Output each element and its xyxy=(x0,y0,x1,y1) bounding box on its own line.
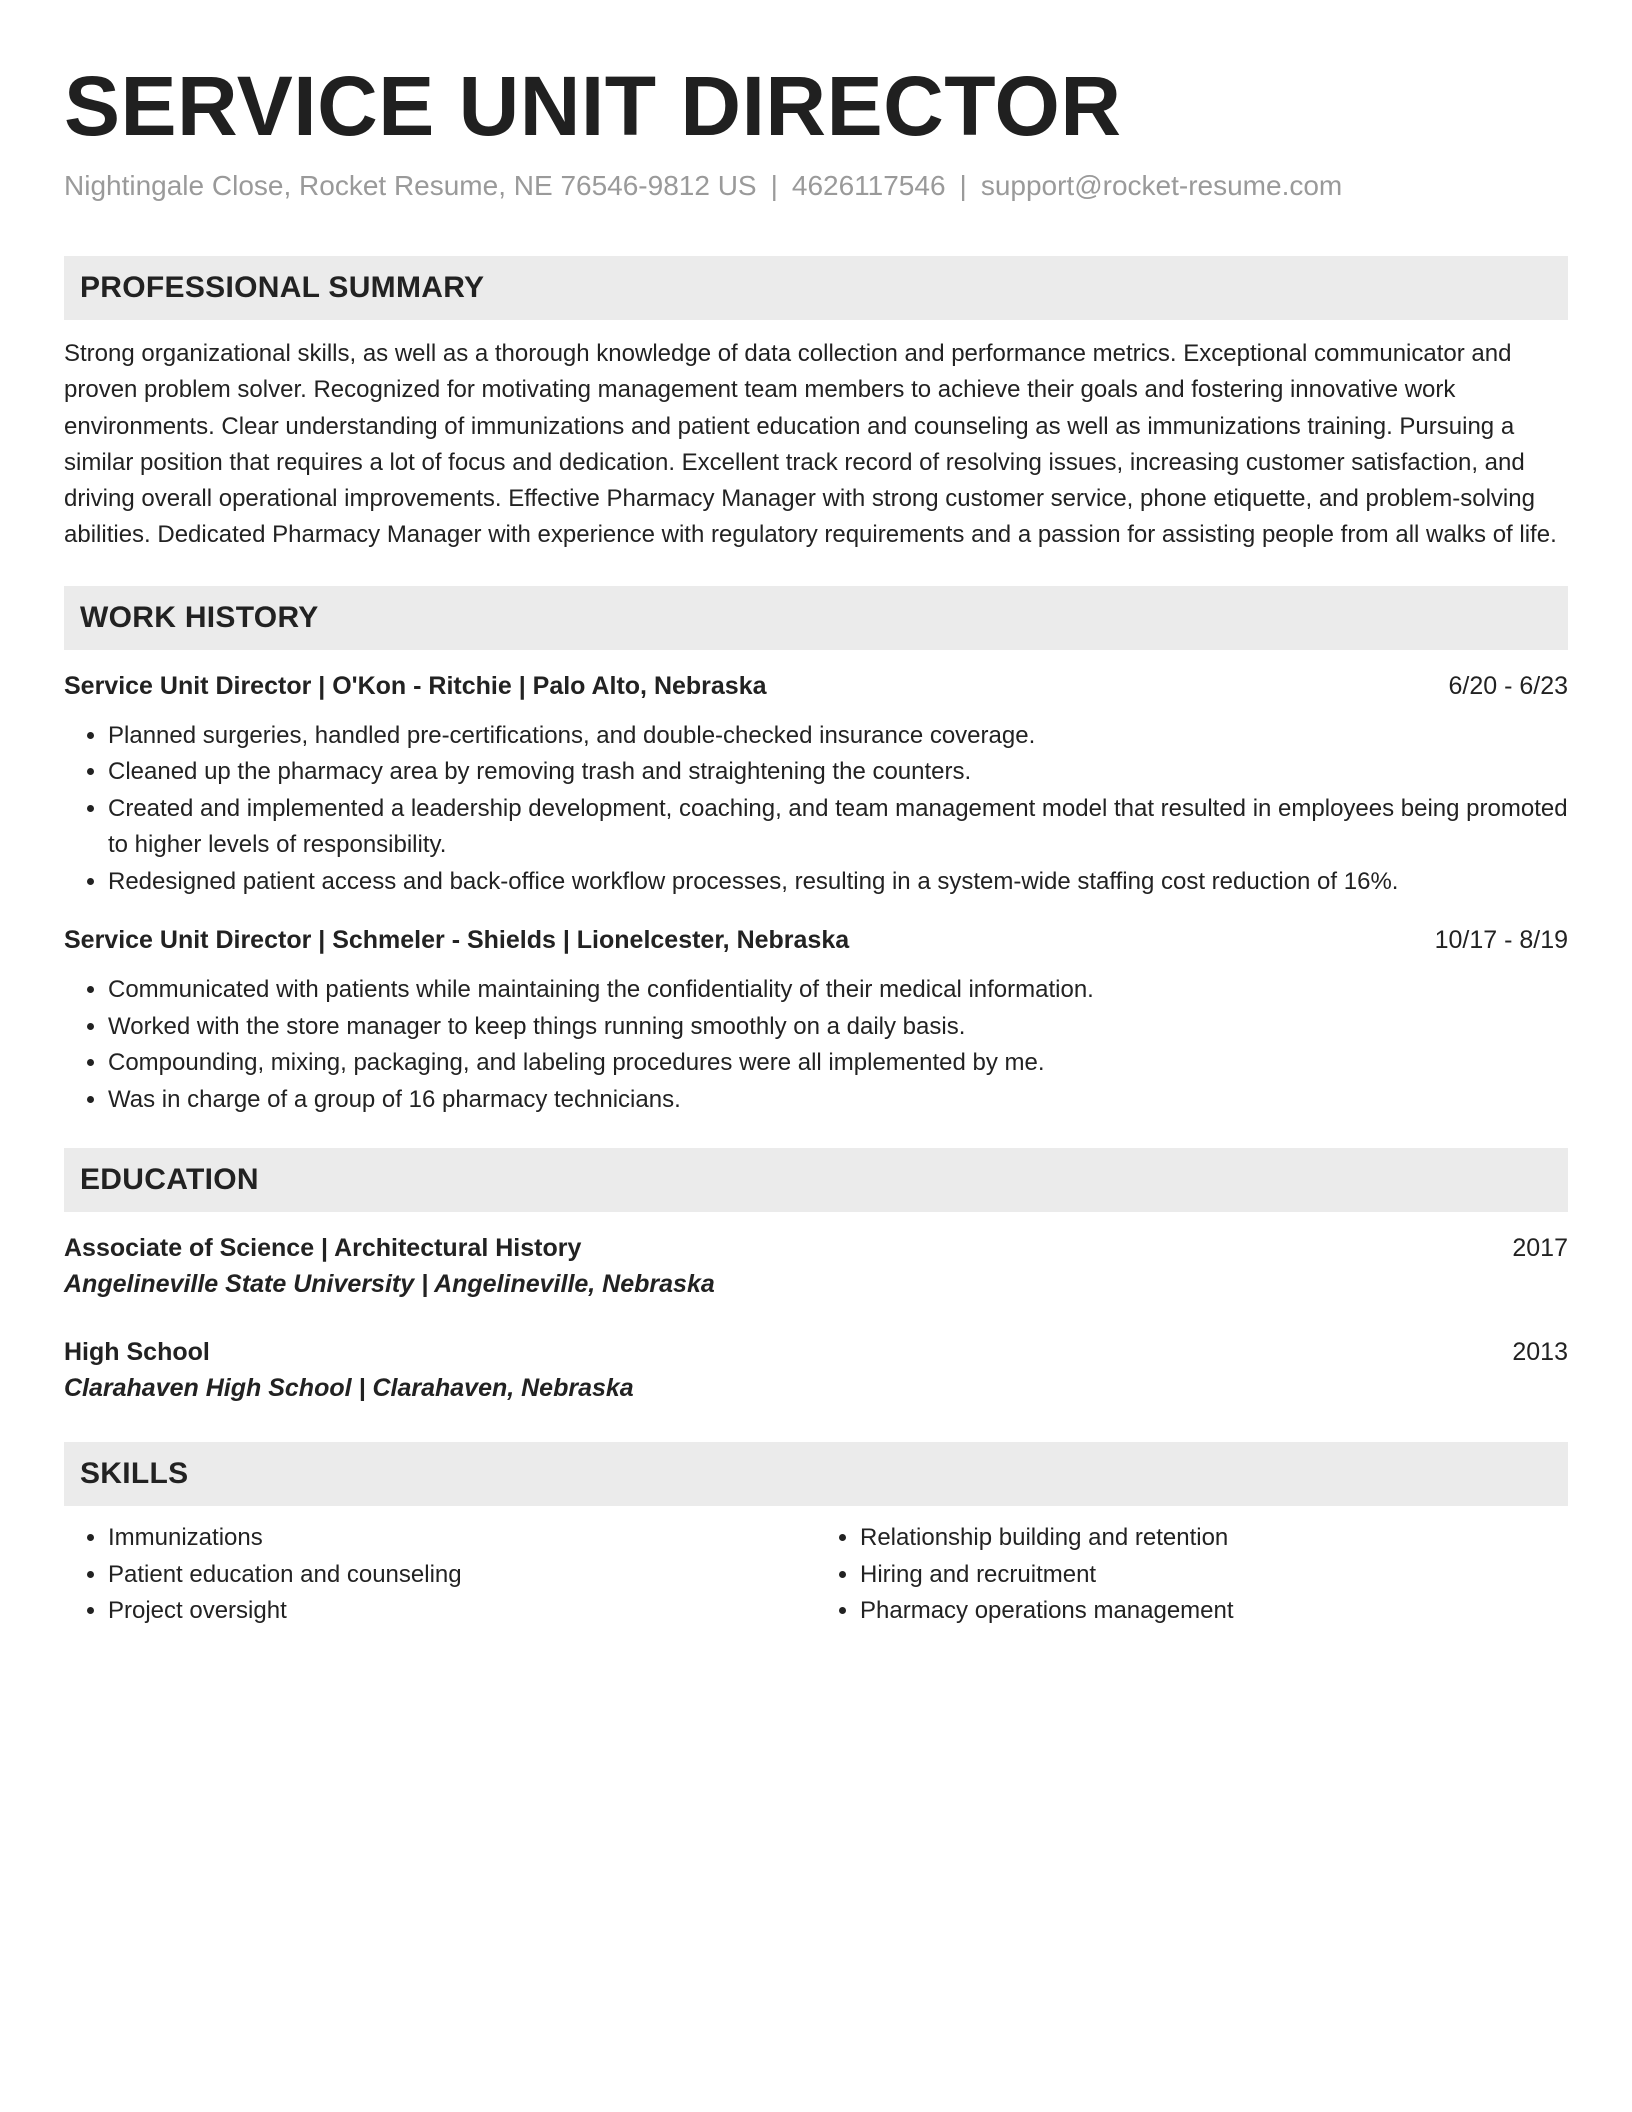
job-header xyxy=(64,922,1568,958)
education-year: 2013 xyxy=(1512,1338,1568,1367)
education-entry xyxy=(64,1230,1568,1302)
education-degree: High School xyxy=(64,1338,210,1367)
job-bullet: • Created and implemented a leadership development, coaching, and team management model that resulted in employees being promoted to higher levels of responsibility. xyxy=(108,791,1568,864)
section-header-summary: PROFESSIONAL SUMMARY xyxy=(64,256,1568,320)
job-title: Service Unit Director | O'Kon - Ritchie | Palo Alto, Nebraska xyxy=(64,671,767,700)
summary-text: Strong organizational skills, as well as a thorough knowledge of data collection and performance metrics. Exceptional communicator and proven problem solver. Recognized for motivating management team members to achieve their goals and fostering innovative work environments. Clear understanding of immunizations and patient education and counseling as well as immunizations training. Pursuing a similar position that requires a lot of focus and dedication. Excellent track record of resolving issues, increasing customer satisfaction, and driving overall operational improvements. Effective Pharmacy Manager with strong customer service, phone etiquette, and problem-solving abilities. Dedicated Pharmacy Manager with experience with regulatory requirements and a passion for assisting people from all walks of life. xyxy=(64,340,1557,549)
job-bullet: • Communicated with patients while maintaining the confidentiality of their medical information. xyxy=(108,972,1568,1009)
job-bullet: • Planned surgeries, handled pre-certifications, and double-checked insurance coverage. xyxy=(108,718,1568,755)
job-title: Service Unit Director | Schmeler - Shields | Lionelcester, Nebraska xyxy=(64,926,850,955)
education-header xyxy=(64,1230,1568,1266)
job-bullet: • Worked with the store manager to keep things running smoothly on a daily basis. xyxy=(108,1009,1568,1046)
job-dates: 6/20 - 6/23 xyxy=(1448,671,1568,700)
job-bullet: • Cleaned up the pharmacy area by removing trash and straightening the counters. xyxy=(108,754,1568,791)
contact-address: Nightingale Close, Rocket Resume, NE 76546-9812 US xyxy=(64,170,757,201)
skills-column-right xyxy=(816,1520,1568,1630)
job-entry xyxy=(64,668,1568,901)
section-header-skills: SKILLS xyxy=(64,1442,1568,1506)
section-header-education: EDUCATION xyxy=(64,1148,1568,1212)
education-school: Angelineville State University | Angelineville, Nebraska xyxy=(64,1270,715,1299)
job-bullets xyxy=(64,718,1568,901)
education-year: 2017 xyxy=(1512,1234,1568,1263)
skill-item: • Project oversight xyxy=(108,1593,816,1630)
education-header xyxy=(64,1334,1568,1370)
contact-email: support@rocket-resume.com xyxy=(980,170,1343,201)
contact-separator: | xyxy=(770,170,778,201)
skill-item: • Pharmacy operations management xyxy=(860,1593,1568,1630)
skill-item: • Immunizations xyxy=(108,1520,816,1557)
contact-separator: | xyxy=(959,170,967,201)
skill-item: • Relationship building and retention xyxy=(860,1520,1568,1557)
skills-column-left xyxy=(64,1520,816,1630)
skill-item: • Patient education and counseling xyxy=(108,1557,816,1594)
education-school: Clarahaven High School | Clarahaven, Nebraska xyxy=(64,1374,634,1403)
job-bullets xyxy=(64,972,1568,1118)
section-header-work-history: WORK HISTORY xyxy=(64,586,1568,650)
job-bullet: • Redesigned patient access and back-office workflow processes, resulting in a system-wide staffing cost reduction of 16%. xyxy=(108,864,1568,901)
skill-item: • Hiring and recruitment xyxy=(860,1557,1568,1594)
education-degree: Associate of Science | Architectural History xyxy=(64,1234,582,1263)
job-dates: 10/17 - 8/19 xyxy=(1434,926,1568,955)
contact-line xyxy=(64,168,1568,204)
job-bullet: • Compounding, mixing, packaging, and labeling procedures were all implemented by me. xyxy=(108,1045,1568,1082)
education-entry xyxy=(64,1334,1568,1406)
contact-phone: 4626117546 xyxy=(791,170,946,201)
job-header xyxy=(64,668,1568,704)
resume-title: SERVICE UNIT DIRECTOR xyxy=(64,59,1122,153)
job-entry xyxy=(64,922,1568,1118)
job-bullet: • Was in charge of a group of 16 pharmacy technicians. xyxy=(108,1082,1568,1119)
skills-list xyxy=(64,1520,1568,1630)
